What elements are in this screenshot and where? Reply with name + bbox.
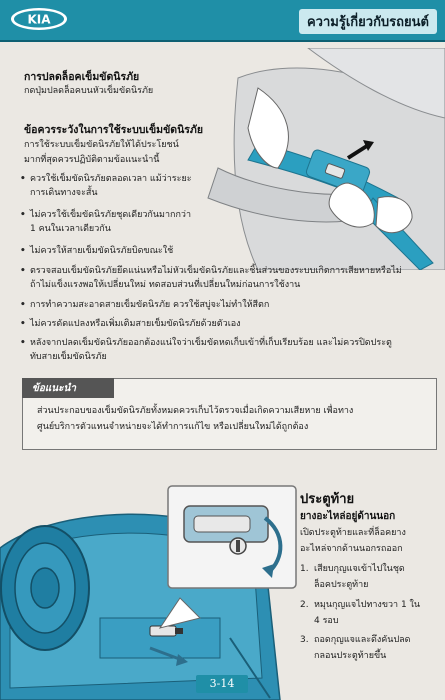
caution-item: • หลังจากปลดเข็มขัดนิรภัยออกต้องแน่ใจว่าเข็มขัดหดเก็บเข้าที่เก็บเรียบร้อย และไม่ควรปิดประตู ทับสายเข็มขัดนิรภัย: [20, 338, 392, 362]
cautions-intro-line: การใช้ระบบเข็มขัดนิรภัยให้ได้ประโยชน์: [24, 140, 179, 150]
caution-item: • ไม่ควรให้สายเข็มขัดนิรภัยบิดขณะใช้: [20, 246, 174, 256]
caution-item: • การทำความสะอาดสายเข็มขัดนิรภัย ควรใช้สบู่จะไม่ทำให้สีตก: [20, 300, 270, 310]
tailgate-step: 2. หมุนกุญแจไปทางขวา 1 ใน 4 รอบ: [300, 600, 421, 626]
tailgate-lock-illustration: [0, 478, 300, 700]
caution-item: • ตรวจสอบเข็มขัดนิรภัยยึดแน่นหรือไม่หัวเข็มขัดนิรภัยและชิ้นส่วนของระบบเกิดการเสียหายหรือไม่ ถ้าไม่แข็งแรงพอให้เปลี่ยนใหม่ ทดสอบส่วนที่เปลี่ยนใหม่ก่อนการใช้งาน: [20, 266, 402, 290]
note-label-tab: [22, 378, 114, 398]
note-line: ศูนย์บริการตัวแทนจำหน่ายจะได้ทำการแก้ไข หรือเปลี่ยนใหม่ได้ถูกต้อง: [37, 422, 309, 432]
release-text: กดปุ่มปลดล็อคบนหัวเข็มขัดนิรภัย: [24, 86, 154, 96]
caution-item: • ควรใช้เข็มขัดนิรภัยตลอดเวลา แม้ว่าระยะ การเดินทางจะสั้น: [20, 174, 192, 198]
tailgate-heading: ประตูท้าย: [300, 492, 355, 507]
tailgate-intro-line: เปิดประตูท้ายและที่ล็อคยาง: [300, 528, 406, 538]
tailgate-subheading: ยางอะไหล่อยู่ด้านนอก: [300, 511, 396, 522]
note-label: ข้อแนะนำ: [32, 383, 76, 394]
kia-logo: [8, 6, 70, 32]
tailgate-intro-line: อะไหล่จากด้านนอกรถออก: [300, 544, 403, 554]
cautions-heading: ข้อควรระวังในการใช้ระบบเข็มขัดนิรภัย: [24, 124, 203, 136]
caution-item: • ไม่ควรดัดแปลงหรือเพิ่มเติมสายเข็มขัดนิรภัยด้วยตัวเอง: [20, 319, 241, 329]
page-header: [0, 0, 445, 42]
cautions-intro-line: มากที่สุดควรปฏิบัติตามข้อแนะนำนี้: [24, 155, 160, 165]
logo-text: KIA: [27, 12, 51, 27]
page-number: 3-14: [196, 675, 248, 693]
note-box: [22, 378, 437, 450]
note-line: ส่วนประกอบของเข็มขัดนิรภัยทั้งหมดควรเก็บไว้ตรวจเมื่อเกิดความเสียหาย เพื่อทาง: [37, 406, 354, 416]
tailgate-step: 3. ถอดกุญแจและดึงคันปลด กลอนประตูท้ายขึ้น: [300, 635, 411, 661]
caution-item: • ไม่ควรใช้เข็มขัดนิรภัยชุดเดียวกันมากกว่า 1 คนในเวลาเดียวกัน: [20, 210, 192, 234]
section-title: ความรู้เกี่ยวกับรถยนต์: [299, 9, 437, 34]
note-text: [37, 403, 429, 435]
release-heading: การปลดล็อคเข็มขัดนิรภัย: [24, 71, 140, 83]
tailgate-step: 1. เสียบกุญแจเข้าไปในชุด ล็อคประตูท้าย: [300, 564, 405, 590]
seatbelt-release-illustration: [198, 48, 445, 270]
